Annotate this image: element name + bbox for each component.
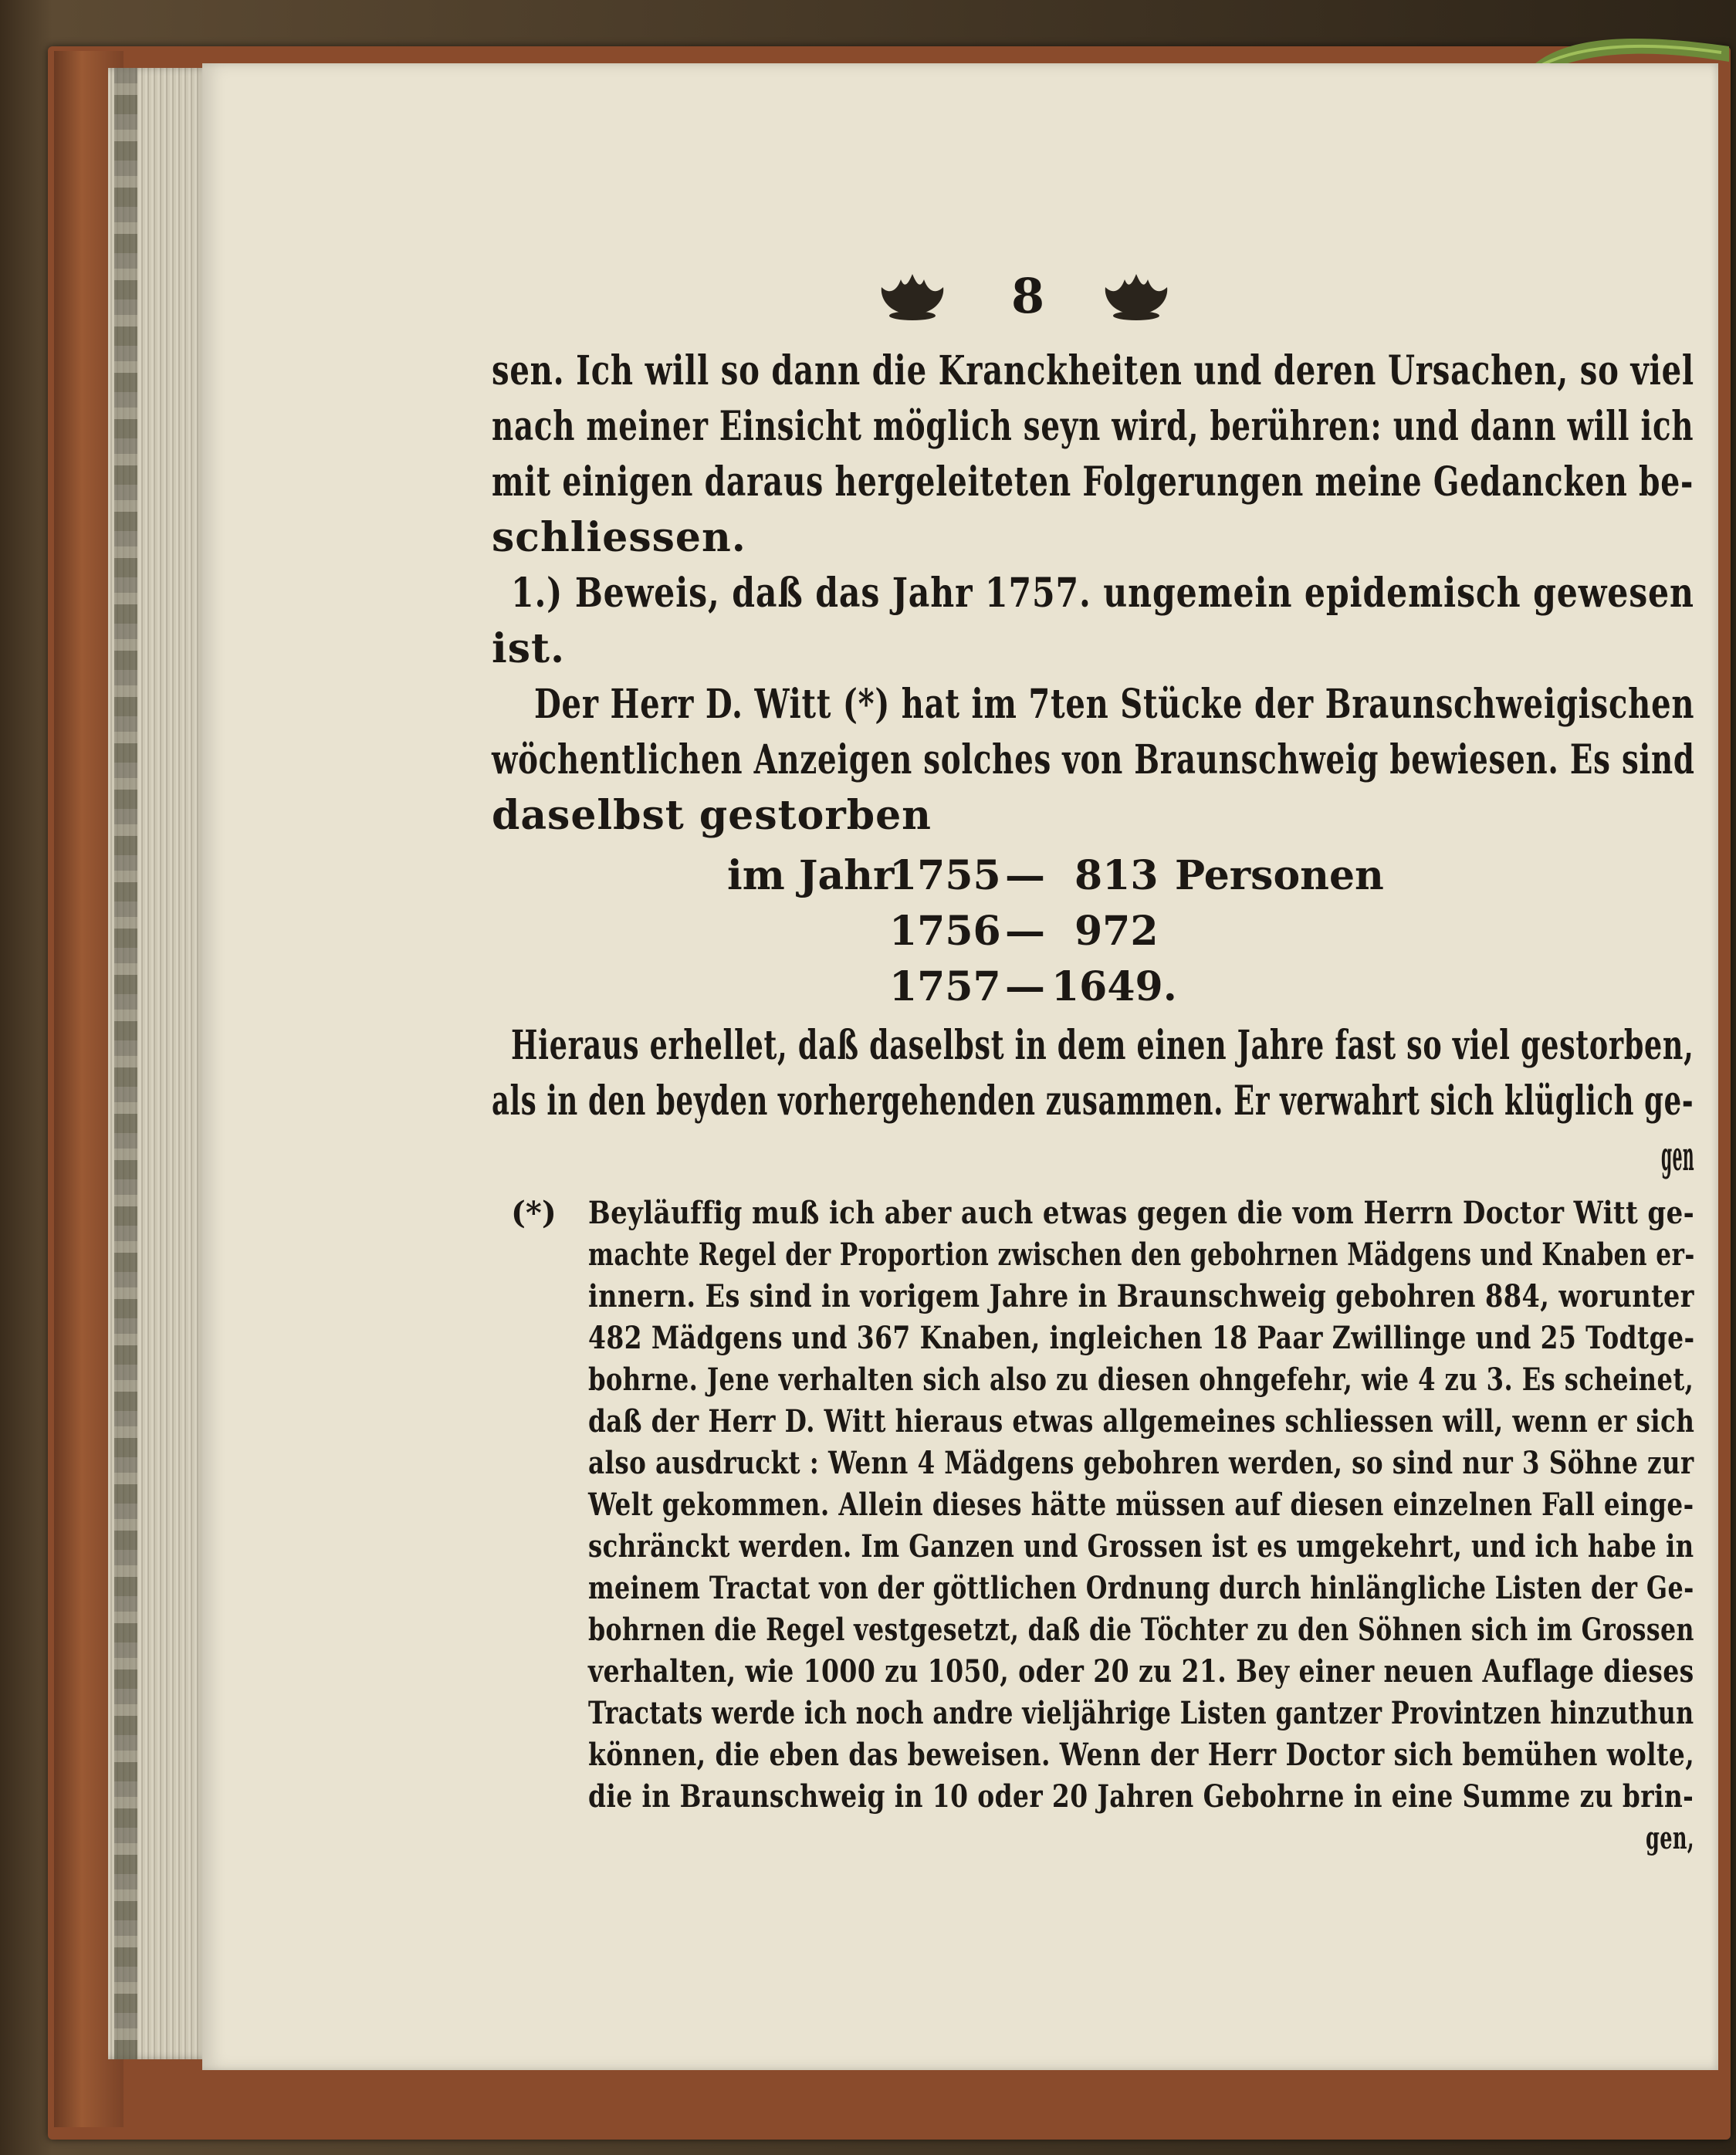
table-count: 1649. <box>1051 963 1177 1010</box>
table-prefix: im Jahr <box>727 852 895 899</box>
footnote-catchword: gen, <box>1646 1820 1694 1856</box>
footnote-line: 482 Mädgens und 367 Knaben, ingleichen 18 Paar Zwillinge und 25 Todtge- <box>588 1320 1695 1356</box>
table-count: 972 <box>1074 908 1159 955</box>
page-header <box>202 268 1718 353</box>
footnote-line: daß der Herr D. Witt hieraus etwas allgemeines schliessen will, wenn er sich <box>588 1403 1695 1439</box>
right-ornament-icon <box>1098 268 1175 322</box>
text-line: daselbst gestorben <box>492 792 932 839</box>
footnote-line: verhalten, wie 1000 zu 1050, oder 20 zu 21. Bey einer neuen Auflage dieses <box>588 1653 1694 1690</box>
table-dash: — <box>1005 908 1045 955</box>
footnote-line: können, die eben das beweisen. Wenn der Herr Doctor sich bemühen wolte, <box>588 1737 1695 1773</box>
footnote-line: die in Braunschweig in 10 oder 20 Jahren Gebohrne in eine Summe zu brin- <box>588 1778 1694 1815</box>
footnote-line: Welt gekommen. Allein dieses hätte müssen auf diesen einzelnen Fall einge- <box>588 1487 1694 1523</box>
book-page <box>202 63 1718 2070</box>
text-line: Der Herr D. Witt (*) hat im 7ten Stücke der Braunschweigischen <box>534 681 1695 728</box>
table-year: 1756 <box>889 908 1001 955</box>
left-ornament-icon <box>874 268 951 322</box>
footnote-line: machte Regel der Proportion zwischen den gebohrnen Mädgens und Knaben er- <box>588 1237 1695 1273</box>
footnote-marker: (*) <box>511 1195 557 1231</box>
table-unit: Personen <box>1175 852 1384 899</box>
text-line: sen. Ich will so dann die Kranckheiten und deren Ursachen, so viel <box>492 347 1694 394</box>
text-line: ist. <box>492 625 566 672</box>
footnote-line: also ausdruckt : Wenn 4 Mädgens gebohren werden, so sind nur 3 Söhne zur <box>588 1445 1694 1481</box>
section-heading: 1.) Beweis, daß das Jahr 1757. ungemein epidemisch gewesen <box>511 570 1694 617</box>
marbled-edge <box>114 68 137 2059</box>
text-line: nach meiner Einsicht möglich seyn wird, berühren: und dann will ich <box>492 403 1694 450</box>
table-dash: — <box>1005 852 1045 899</box>
table-dash: — <box>1005 963 1045 1010</box>
text-line: als in den beyden vorhergehenden zusammen. Er verwahrt sich klüglich ge- <box>492 1078 1694 1125</box>
text-line: Hieraus erhellet, daß daselbst in dem einen Jahre fast so viel gestorben, <box>511 1022 1694 1069</box>
page-number: 8 <box>1011 268 1045 324</box>
text-line: wöchentlichen Anzeigen solches von Braunschweig bewiesen. Es sind <box>492 736 1695 783</box>
table-count: 813 <box>1074 852 1159 899</box>
footnote-line: innern. Es sind in vorigem Jahre in Braunschweig gebohren 884, worunter <box>588 1278 1694 1314</box>
footnote-line: meinem Tractat von der göttlichen Ordnung durch hinlängliche Listen der Ge- <box>588 1570 1694 1606</box>
footnote-line: Beyläuffig muß ich aber auch etwas gegen die vom Herrn Doctor Witt ge- <box>588 1195 1695 1231</box>
footnote-line: bohrnen die Regel vestgesetzt, daß die Töchter zu den Söhnen sich im Grossen <box>588 1612 1694 1648</box>
footnote-line: bohrne. Jene verhalten sich also zu diesen ohngefehr, wie 4 zu 3. Es scheinet, <box>588 1362 1694 1398</box>
table-year: 1755 <box>889 852 1001 899</box>
footnote-line: schränckt werden. Im Ganzen und Grossen ist es umgekehrt, und ich habe in <box>588 1528 1694 1565</box>
text-line: schliessen. <box>492 514 746 561</box>
catchword: gen <box>1661 1133 1694 1180</box>
page-content <box>202 63 1718 2070</box>
text-line: mit einigen daraus hergeleiteten Folgerungen meine Gedancken be- <box>492 458 1694 506</box>
footnote-line: Tractats werde ich noch andre vieljährige Listen gantzer Provintzen hinzuthun <box>588 1695 1694 1731</box>
table-year: 1757 <box>889 963 1001 1010</box>
